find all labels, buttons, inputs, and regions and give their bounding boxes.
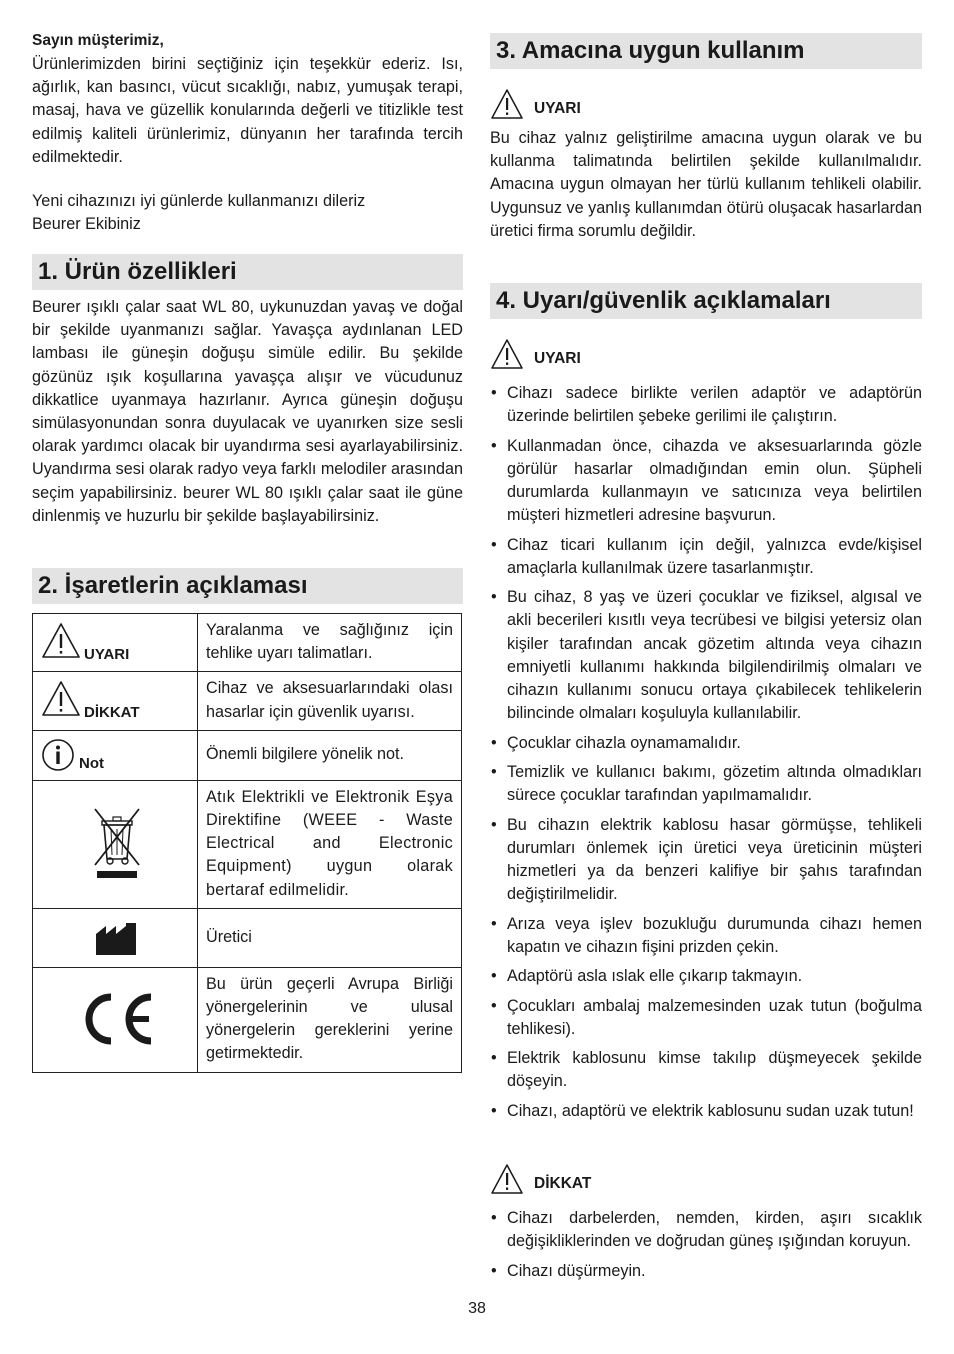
closing-signature: Beurer Ekibiniz — [32, 215, 141, 234]
weee-bin-icon — [91, 807, 143, 879]
greeting-body: Ürünlerimizden birini seçtiğiniz için teşekkür ederiz. Isı, ağırlık, kan basıncı, vücut sıcaklığı, nabız, yumuşak terapi, masaj, hava ve güzellik konularında değerli ve titizlikle test edilmiş kaliteli ürünlerimiz, dünyanın her tarafında tercih edilmektedir. — [32, 55, 463, 166]
symbol-cell — [33, 614, 198, 672]
table-row — [33, 614, 462, 672]
list-item: • Bu cihazın elektrik kablosu hasar görmüşse, tehlikeli durumları önlemek için üretici veya üreticinin müşteri hizmetleri ya da benzeri kalifiye bir şahıs tarafından değiştirilmelidir. — [490, 814, 922, 907]
section4-heading: 4. Uyarı/güvenlik açıklamaları — [490, 283, 922, 319]
symbol-cell — [33, 780, 198, 908]
list-item: • Çocuklar cihazla oynamamalıdır. — [490, 732, 922, 755]
table-row — [33, 672, 462, 730]
list-item: • Temizlik ve kullanıcı bakımı, gözetim altında olmadıkları sürece çocuklar tarafından yapılmamalıdır. — [490, 761, 922, 807]
section3-heading: 3. Amacına uygun kullanım — [490, 33, 922, 69]
list-item: • Arıza veya işlev bozukluğu durumunda cihazı hemen kapatın ve cihazın fişini prizden çekin. — [490, 913, 922, 959]
caution-icon — [41, 680, 81, 718]
list-item: • Adaptörü asla ıslak elle çıkarıp takmayın. — [490, 965, 922, 988]
greeting-title: Sayın müşterimiz, — [32, 32, 164, 49]
manufacturer-icon — [95, 922, 137, 956]
warning-icon — [490, 338, 524, 370]
ce-mark-icon — [75, 991, 157, 1047]
symbol-label: DİKKAT — [84, 704, 140, 722]
warning-label: UYARI — [534, 100, 581, 117]
closing-line: Yeni cihazınızı iyi günlerde kullanmanızı dileriz — [32, 192, 366, 210]
symbol-description: Önemli bilgilere yönelik not. — [198, 730, 462, 780]
symbol-description: Cihaz ve aksesuarlarındaki olası hasarlar için güvenlik uyarısı. — [198, 672, 462, 730]
page-number: 38 — [468, 1300, 486, 1317]
section2-heading: 2. İşaretlerin açıklaması — [32, 568, 463, 604]
list-item: • Cihazı darbelerden, nemden, kirden, aşırı sıcaklık değişikliklerinden ve doğrudan güneş ışığından koruyun. — [490, 1207, 922, 1253]
symbol-label: UYARI — [84, 646, 130, 663]
symbols-table — [32, 613, 462, 1073]
symbol-description: Bu ürün geçerli Avrupa Birliği yönergelerinin ve ulusal yönergelerin gereklerini yerine getirmektedir. — [198, 967, 462, 1072]
list-item: • Elektrik kablosunu kimse takılıp düşmeyecek şekilde döşeyin. — [490, 1047, 922, 1093]
section1-body: Beurer ışıklı çalar saat WL 80, uykunuzdan yavaş ve doğal bir şekilde uyanmanızı sağlar. Yavaşça aydınlanan LED lambası ile güneşin doğuşu simüle edilir. Bu şekilde gözünüz ışık koşullarına yavaşça alışır ve vücudunuz dikkatlice uyanmaya hazırlanır. Ayrıca güneşin doğuşu simülasyonundan sonra duyulacak ve uyanırken size sesli olarak yardımcı olacak bir uyandırma sesi ayarlayabilirsiniz. Uyandırma sesi olarak radyo veya farklı melodiler arasından seçim yapabilirsiniz. beurer WL 80 ışıklı çalar saat ile güne dinlenmiş ve huzurlu bir şekilde başlayabilirsiniz. — [32, 298, 463, 525]
warning-icon — [41, 622, 81, 660]
table-row — [33, 908, 462, 967]
list-item: • Cihazı sadece birlikte verilen adaptör ve adaptörün üzerinde belirtilen şebeke gerilimi ile çalıştırın. — [490, 382, 922, 428]
section3-warning-header — [490, 88, 581, 120]
table-row — [33, 730, 462, 780]
table-row — [33, 967, 462, 1072]
warning-list — [490, 382, 922, 1129]
section4-caution-header — [490, 1163, 591, 1195]
section4-warning-header — [490, 338, 581, 370]
section1-heading: 1. Ürün özellikleri — [32, 254, 463, 290]
list-item: • Bu cihaz, 8 yaş ve üzeri çocuklar ve fiziksel, algısal ve akli becerileri kısıtlı veya tecrübesi ve bilgisi yetersiz olan kişiler tarafından ancak gözetim altında veya cihazın emniyetli kullanımı hakkında bilgilendirilmiş olmaları ve cihazın kullanımı sonucu ortaya çıkabilecek tehlikelerin bilincinde olmaları koşuluyla kullanılabilir. — [490, 586, 922, 725]
symbol-cell — [33, 672, 198, 730]
greeting-closing — [32, 190, 365, 236]
caution-list — [490, 1207, 922, 1289]
info-icon — [41, 738, 75, 772]
warning-label: UYARI — [534, 350, 581, 367]
symbol-cell — [33, 730, 198, 780]
symbol-cell — [33, 967, 198, 1072]
symbol-description: Atık Elektrikli ve Elektronik Eşya Direktifine (WEEE - Waste Electrical and Electronic Equipment) uygun olarak bertaraf edilmelidir. — [198, 780, 462, 908]
right-column — [490, 0, 922, 1354]
symbol-cell — [33, 908, 198, 967]
caution-icon — [490, 1163, 524, 1195]
list-item: • Kullanmadan önce, cihazda ve aksesuarlarında gözle görülür hasarlar olmadığından emin olun. Şüpheli durumlarda kullanmayın ve satıcınıza veya belirtilen müşteri hizmetleri adresine başvurun. — [490, 435, 922, 528]
list-item: • Çocukları ambalaj malzemesinden uzak tutun (boğulma tehlikesi). — [490, 995, 922, 1041]
list-item: • Cihazı, adaptörü ve elektrik kablosunu sudan uzak tutun! — [490, 1100, 922, 1123]
symbol-label: Not — [79, 754, 104, 772]
section3-body: Bu cihaz yalnız geliştirilme amacına uygun olarak ve bu kullanma talimatında belirtilen şekilde kullanılmalıdır. Amacına uygun olmayan her türlü kullanım tehlikeli olabilir. Uygunsuz ve yanlış kullanımdan ötürü oluşacak hasarlardan üretici firma sorumlu değildir. — [490, 129, 922, 240]
table-row — [33, 780, 462, 908]
symbol-description: Yaralanma ve sağlığınız için tehlike uyarı talimatları. — [198, 614, 462, 672]
symbol-description: Üretici — [198, 908, 462, 967]
warning-icon — [490, 88, 524, 120]
list-item: • Cihazı düşürmeyin. — [490, 1260, 922, 1283]
caution-label: DİKKAT — [534, 1175, 592, 1192]
list-item: • Cihaz ticari kullanım için değil, yalnızca evde/kişisel amaçlarla kullanılmak üzere tasarlanmıştır. — [490, 534, 922, 580]
left-column — [32, 0, 463, 1354]
